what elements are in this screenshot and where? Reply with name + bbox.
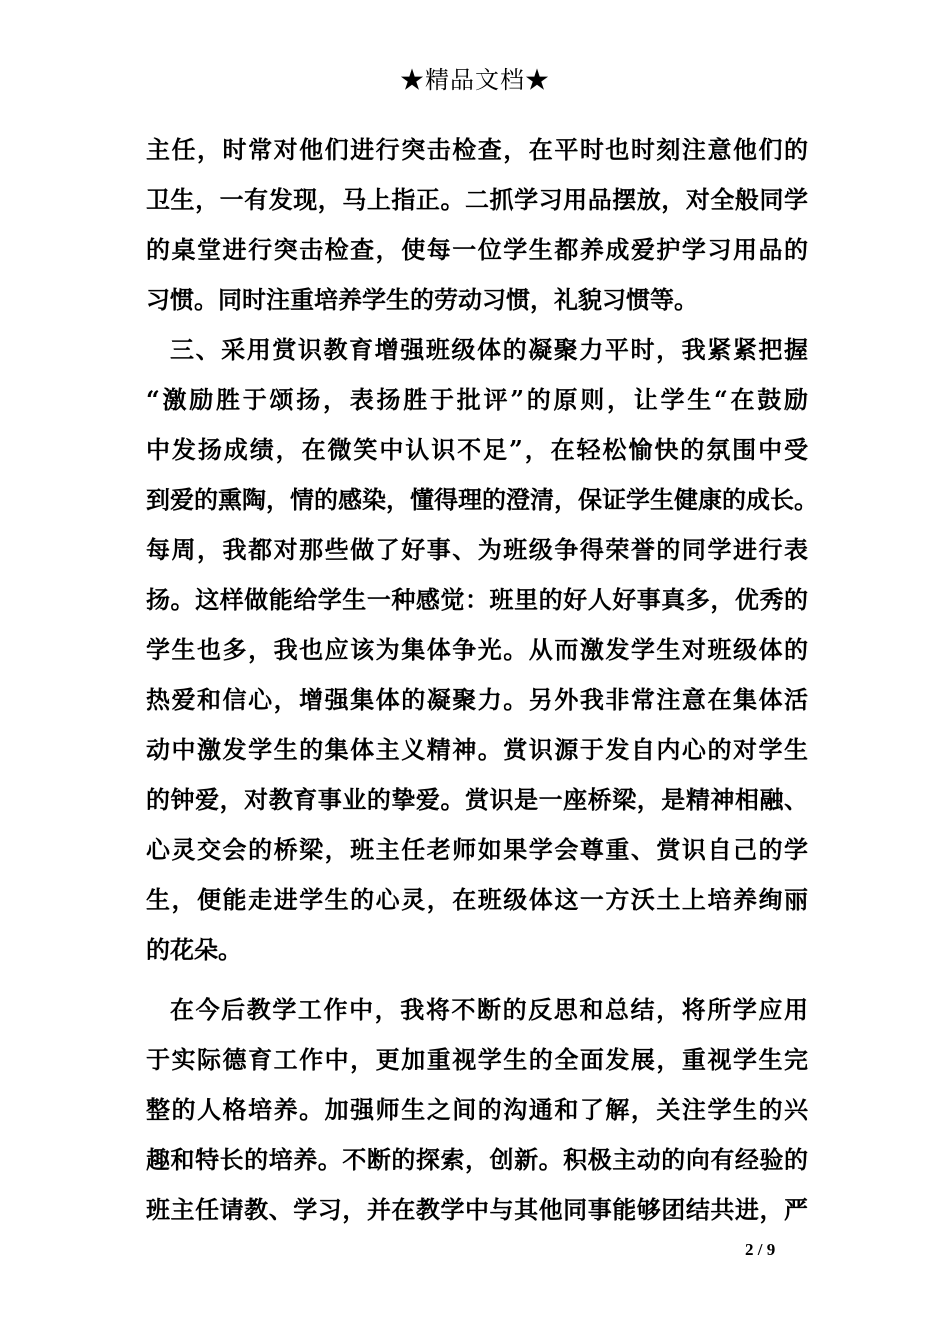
page-header-title: ★精品文档★	[400, 66, 550, 94]
text-line: 主任，时常对他们进行突击检查，在平时也时刻注意他们的	[146, 135, 808, 164]
text-line: 热爱和信心，增强集体的凝聚力。另外我非常注意在集体活	[146, 685, 808, 714]
text-line: 的桌堂进行突击检查，使每一位学生都养成爱护学习用品的	[146, 235, 808, 264]
paragraph-1	[146, 130, 808, 330]
text-line: 学生也多，我也应该为集体争光。从而激发学生对班级体的	[146, 635, 808, 664]
text-line: 中发扬成绩，在微笑中认识不足”，在轻松愉快的氛围中受	[146, 435, 808, 464]
text-line: 动中激发学生的集体主义精神。赏识源于发自内心的对学生	[146, 735, 808, 764]
text-line: 于实际德育工作中，更加重视学生的全面发展，重视学生完	[146, 1045, 808, 1074]
text-line: 在今后教学工作中，我将不断的反思和总结，将所学应用	[170, 995, 808, 1024]
text-line: 整的人格培养。加强师生之间的沟通和了解，关注学生的兴	[146, 1095, 808, 1124]
text-line: 扬。这样做能给学生一种感觉：班里的好人好事真多，优秀的	[146, 585, 808, 614]
text-line: 的花朵。	[146, 935, 242, 964]
paragraph-3	[146, 990, 808, 1240]
paragraph-2	[146, 330, 818, 980]
text-line: 到爱的熏陶，情的感染，懂得理的澄清，保证学生健康的成长。	[146, 485, 818, 514]
document-body	[146, 130, 818, 1240]
text-line: 趣和特长的培养。不断的探索，创新。积极主动的向有经验的	[146, 1145, 808, 1174]
text-line: 习惯。同时注重培养学生的劳动习惯，礼貌习惯等。	[146, 285, 698, 314]
paragraph-spacer	[146, 980, 808, 990]
text-line: 生，便能走进学生的心灵，在班级体这一方沃土上培养绚丽	[146, 885, 808, 914]
text-line: 卫生，一有发现，马上指正。二抓学习用品摆放，对全般同学	[146, 185, 808, 214]
text-line: “激励胜于颂扬，表扬胜于批评”的原则，让学生“在鼓励	[146, 385, 808, 414]
text-line: 每周，我都对那些做了好事、为班级争得荣誉的同学进行表	[146, 535, 808, 564]
text-line: 班主任请教、学习，并在教学中与其他同事能够团结共进，严	[146, 1195, 808, 1224]
text-line: 的钟爱，对教育事业的挚爱。赏识是一座桥梁，是精神相融、	[146, 785, 808, 814]
page-number: 2 / 9	[745, 1240, 776, 1259]
text-line: 三、采用赏识教育增强班级体的凝聚力平时，我紧紧把握	[170, 335, 808, 364]
text-line: 心灵交会的桥梁，班主任老师如果学会尊重、赏识自己的学	[146, 835, 808, 864]
